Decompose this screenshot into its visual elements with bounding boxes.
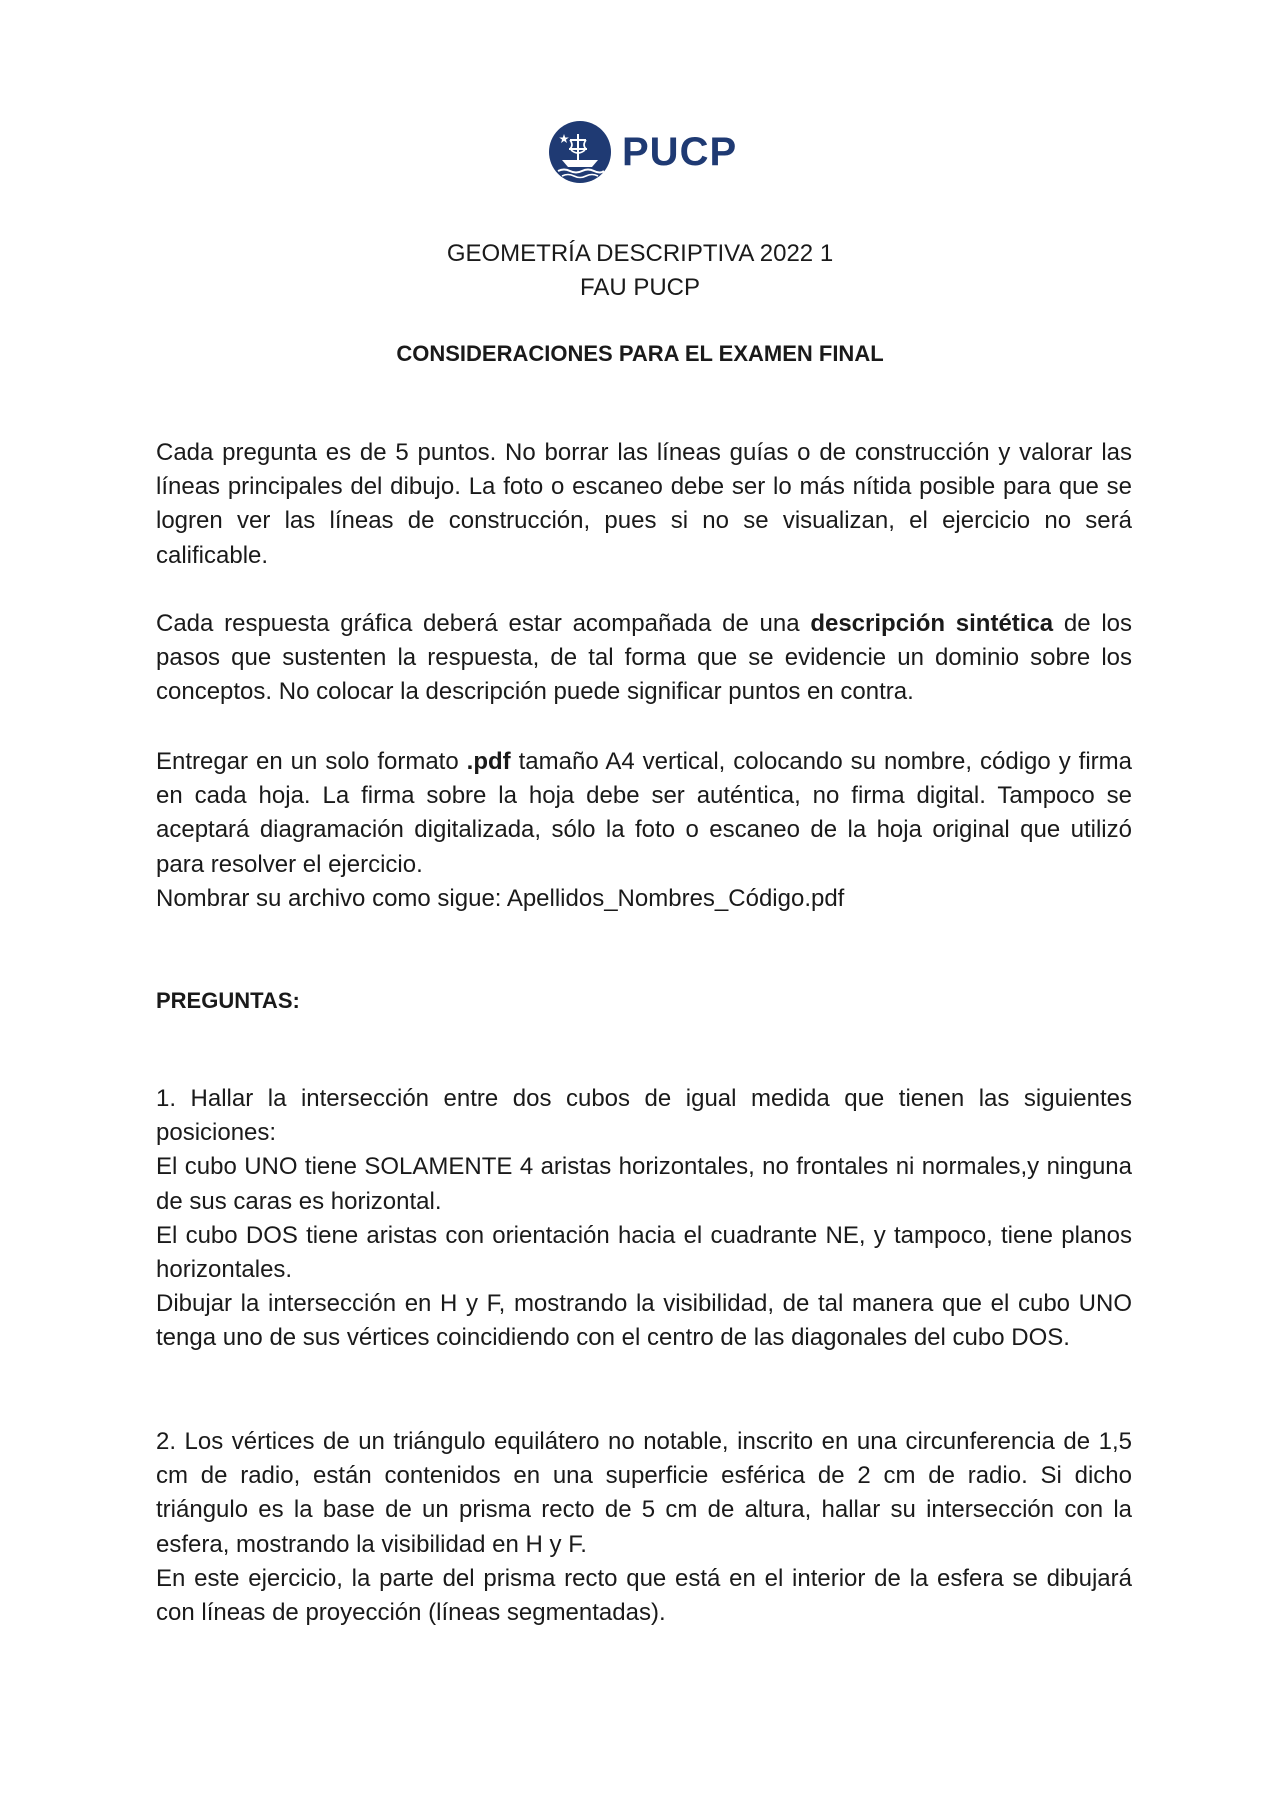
paragraph-text	[156, 745, 1132, 882]
question-2-statement: 2. Los vértices de un triángulo equilátero no notable, inscrito en una circunferencia de 1,5 cm de radio, están contenidos en una superficie esférica de 2 cm de radio. Si dicho triángulo es la base de un prisma recto de 5 cm de altura, hallar su intersección con la esfera, mostrando la visibilidad en H y F.	[156, 1428, 1132, 1558]
question-1	[156, 1082, 1132, 1356]
question-1-cube-two: El cubo DOS tiene aristas con orientación hacia el cuadrante NE, y tampoco, tiene planos horizontales.	[156, 1221, 1132, 1284]
question-2-instruction: En este ejercicio, la parte del prisma recto que está en el interior de la esfera se dibujará con líneas de proyección (líneas segmentadas).	[156, 1564, 1132, 1627]
question-1-statement: 1. Hallar la intersección entre dos cubos de igual medida que tienen las siguientes posiciones:	[156, 1085, 1132, 1147]
emphasis-text: descripción sintética	[810, 610, 1054, 637]
paragraph-text-end: tamaño A4 vertical, colocando su nombre, código y firma en cada hoja. La firma sobre la hoja debe ser auténtica, no firma digital. Tampoco se aceptará diagramación digitalizada, sólo la foto o escaneo de la hoja original que utilizó para resolver el ejercicio.	[156, 748, 1132, 878]
paragraph-text: Cada pregunta es de 5 puntos. No borrar las líneas guías o de construcción y valorar las líneas principales del dibujo. La foto o escaneo debe ser lo más nítida posible para que se logren ver las líneas de construcción, pues si no se visualizan, el ejercicio no será calificable.	[156, 439, 1132, 569]
consideration-paragraph-3	[156, 745, 1132, 916]
emphasis-text: .pdf	[466, 748, 511, 775]
paragraph-text	[156, 607, 1132, 710]
pucp-logo	[548, 120, 737, 184]
question-1-cube-one: El cubo UNO tiene SOLAMENTE 4 aristas horizontales, no frontales ni normales,y ninguna de sus caras es horizontal.	[156, 1153, 1132, 1215]
consideration-paragraph-2	[156, 607, 1132, 710]
consideration-paragraph-1	[156, 436, 1132, 573]
questions-heading: PREGUNTAS:	[156, 988, 300, 1013]
document-subtitle: CONSIDERACIONES PARA EL EXAMEN FINAL	[396, 341, 884, 366]
course-title: GEOMETRÍA DESCRIPTIVA 2022 1	[446, 240, 834, 267]
faculty-name: FAU PUCP	[579, 274, 701, 301]
question-1-instruction: Dibujar la intersección en H y F, mostrando la visibilidad, de tal manera que el cubo UNO tenga uno de sus vértices coincidiendo con el centro de las diagonales del cubo DOS.	[156, 1290, 1132, 1352]
paragraph-text-end: de los pasos que sustenten la respuesta, de tal forma que se evidencie un dominio sobre los conceptos. No colocar la descripción puede significar puntos en contra.	[156, 610, 1133, 706]
pucp-emblem-icon	[548, 120, 612, 184]
paragraph-text-start: Cada respuesta gráfica deberá estar acompañada de una	[156, 610, 811, 637]
paragraph-text-start: Entregar en un solo formato	[156, 748, 467, 775]
file-naming-instruction: Nombrar su archivo como sigue: Apellidos_Nombres_Código.pdf	[156, 884, 845, 912]
question-2	[156, 1425, 1132, 1630]
pucp-logo-text: PUCP	[622, 129, 738, 174]
